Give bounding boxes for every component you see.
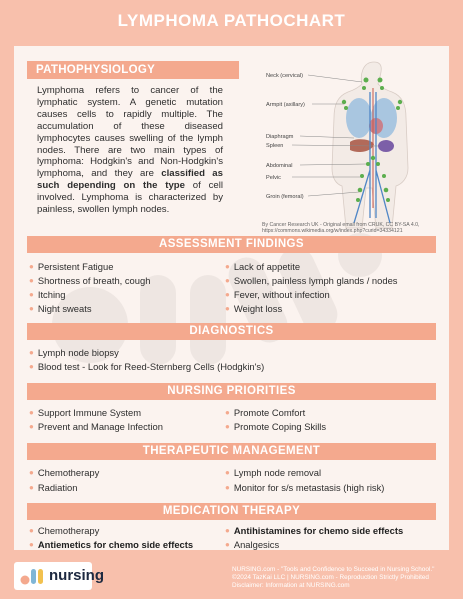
diagnostics-heading: DIAGNOSTICS xyxy=(27,323,436,340)
item-text: Antiemetics for chemo side effects xyxy=(37,539,194,550)
label-abdominal: Abdominal xyxy=(266,163,293,169)
bullet-icon: ● xyxy=(29,304,34,313)
label-groin: Groin (femoral) xyxy=(266,194,304,200)
item-text: Lack of appetite xyxy=(233,261,301,272)
list-item xyxy=(225,482,384,494)
label-diaphragm: Diaphragm xyxy=(266,134,294,140)
bullet-icon: ● xyxy=(29,526,34,535)
bullet-icon: ● xyxy=(225,422,230,431)
item-text: Monitor for s/s metastasis (high risk) xyxy=(233,482,385,493)
bullet-icon: ● xyxy=(29,262,34,271)
list-item xyxy=(225,539,279,551)
item-text: Itching xyxy=(37,289,66,300)
list-item xyxy=(225,275,397,287)
lymph-anatomy-diagram xyxy=(262,58,440,230)
medication-heading: MEDICATION THERAPY xyxy=(27,503,436,520)
bullet-icon: ● xyxy=(29,276,34,285)
list-item xyxy=(225,467,321,479)
patho-text-part-1: Lymphoma refers to cancer of the lymphatic system. A genetic mutation causes cells to rapidly multiple. The accumulation of these diseased lymphocytes causes swelling of the lymph nodes. There are two main types of lymphoma: Hodgkin's and Non-Hodgkin's lymphoma, and they are xyxy=(37,85,223,180)
list-item xyxy=(29,289,65,301)
item-text: Analgesics xyxy=(233,539,280,550)
footer-line-2: ©2024 TazKai LLC | NURSING.com - Reproduction Strictly Prohibited xyxy=(232,574,429,582)
list-item xyxy=(29,467,99,479)
list-item xyxy=(29,347,119,359)
list-item xyxy=(29,539,193,551)
bullet-icon: ● xyxy=(29,483,34,492)
item-text: Promote Comfort xyxy=(233,407,306,418)
bullet-icon: ● xyxy=(225,483,230,492)
bullet-icon: ● xyxy=(225,526,230,535)
item-text: Chemotherapy xyxy=(37,467,100,478)
list-item xyxy=(225,421,326,433)
footer-line-3: Disclaimer: Information at NURSING.com xyxy=(232,582,350,590)
therapeutic-heading: THERAPEUTIC MANAGEMENT xyxy=(27,443,436,460)
logo-text: nursing xyxy=(49,567,104,584)
item-text: Chemotherapy xyxy=(37,525,100,536)
item-text: Radiation xyxy=(37,482,78,493)
item-text: Lymph node removal xyxy=(233,467,322,478)
bullet-icon: ● xyxy=(29,290,34,299)
list-item xyxy=(29,525,99,537)
bullet-icon: ● xyxy=(29,348,34,357)
bullet-icon: ● xyxy=(29,408,34,417)
item-text: Weight loss xyxy=(233,303,283,314)
bullet-icon: ● xyxy=(225,304,230,313)
bullet-icon: ● xyxy=(225,468,230,477)
list-item xyxy=(29,275,150,287)
bullet-icon: ● xyxy=(29,540,34,549)
footer-line-1: NURSING.com - "Tools and Confidence to Succeed in Nursing School." xyxy=(232,566,435,573)
assessment-heading: ASSESSMENT FINDINGS xyxy=(27,236,436,253)
spleen xyxy=(378,140,394,152)
nursing-logo-icon xyxy=(20,566,46,586)
bullet-icon: ● xyxy=(225,262,230,271)
image-credit: By Cancer Research UK - Original email from CRUK, CC BY-SA 4.0, https://commons.wikimedia.org/w/index.php?curid=34334121 xyxy=(262,222,420,235)
item-text: Swollen, painless lymph glands / nodes xyxy=(233,275,398,286)
bullet-icon: ● xyxy=(225,540,230,549)
item-text: Support Immune System xyxy=(37,407,142,418)
bullet-icon: ● xyxy=(225,408,230,417)
list-item xyxy=(225,289,330,301)
label-pelvic: Pelvic xyxy=(266,175,281,181)
nursing-priorities-heading: NURSING PRIORITIES xyxy=(27,383,436,400)
label-neck: Neck (cervical) xyxy=(266,73,303,79)
list-item xyxy=(29,303,92,315)
list-item xyxy=(29,482,77,494)
nursing-logo[interactable] xyxy=(14,562,104,590)
bullet-icon: ● xyxy=(225,276,230,285)
bullet-icon: ● xyxy=(225,290,230,299)
list-item xyxy=(225,525,403,537)
list-item xyxy=(29,361,264,373)
pathophysiology-heading: PATHOPHYSIOLOGY xyxy=(27,61,239,79)
list-item xyxy=(29,261,113,273)
list-item xyxy=(29,421,163,433)
item-text: Lymph node biopsy xyxy=(37,347,119,358)
left-lung xyxy=(346,98,372,138)
patho-text-part-2: of cell involved. Lymphoma is characterized by painless, swollen lymph nodes. xyxy=(37,180,224,216)
item-text: Shortness of breath, cough xyxy=(37,275,151,286)
item-text: Night sweats xyxy=(37,303,92,314)
list-item xyxy=(29,407,141,419)
label-armpit: Armpit (axillary) xyxy=(266,102,305,108)
pathophysiology-text xyxy=(37,85,223,216)
page-title: LYMPHOMA PATHOCHART xyxy=(117,11,346,30)
patho-text-bold: classified as such depending on the type xyxy=(37,168,223,192)
bullet-icon: ● xyxy=(29,468,34,477)
list-item xyxy=(225,303,282,315)
item-text: Promote Coping Skills xyxy=(233,421,327,432)
bullet-icon: ● xyxy=(29,362,34,371)
item-text: Persistent Fatigue xyxy=(37,261,114,272)
item-text: Fever, without infection xyxy=(233,289,330,300)
list-item xyxy=(225,407,305,419)
item-text: Blood test - Look for Reed-Sternberg Cells (Hodgkin's) xyxy=(37,361,265,372)
bullet-icon: ● xyxy=(29,422,34,431)
footer xyxy=(232,566,458,590)
item-text: Antihistamines for chemo side effects xyxy=(233,525,404,536)
list-item xyxy=(225,261,300,273)
label-spleen: Spleen xyxy=(266,143,284,149)
item-text: Prevent and Manage Infection xyxy=(37,421,163,432)
